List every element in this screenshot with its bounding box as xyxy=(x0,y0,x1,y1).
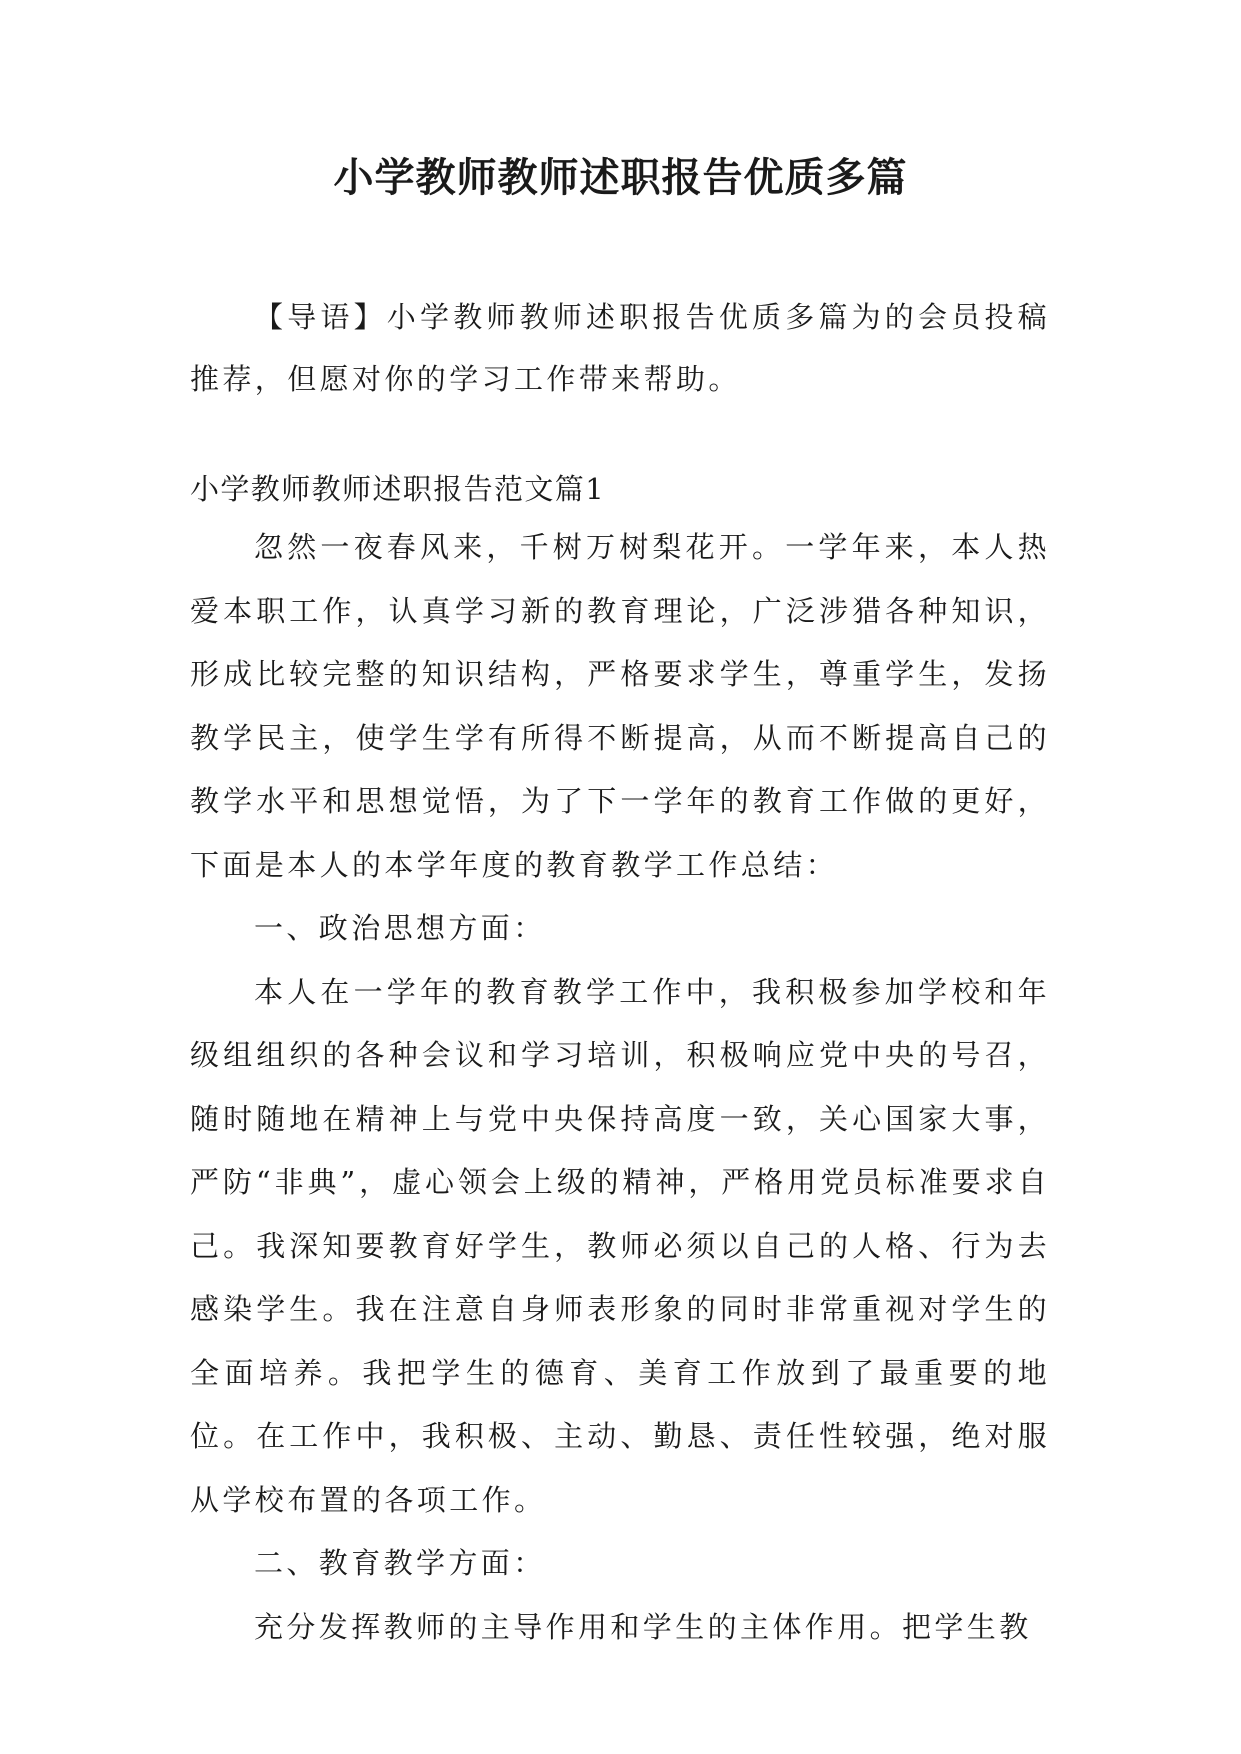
lead-paragraph: 【导语】小学教师教师述职报告优质多篇为的会员投稿推荐，但愿对你的学习工作带来帮助。 xyxy=(190,300,1050,396)
subsection-heading: 一、政治思想方面： xyxy=(254,911,546,945)
section-heading: 小学教师教师述职报告范文篇1 xyxy=(190,472,606,506)
body-paragraph: 充分发挥教师的主导作用和学生的主体作用。把学生教 xyxy=(254,1609,1032,1644)
body-paragraph: 本人在一学年的教育教学工作中，我积极参加学校和年级组组织的各种会议和学习培训，积极响应党中央的号召，随时随地在精神上与党中央保持高度一致，关心国家大事，严防“非典”，虚心领会上级的精神，严格用党员标准要求自己。我深知要教育好学生，教师必须以自己的人格、行为去感染学生。我在注意自身师表形象的同时非常重视对学生的全面培养。我把学生的德育、美育工作放到了最重要的地位。在工作中，我积极、主动、勤恳、责任性较强，绝对服从学校布置的各项工作。 xyxy=(190,974,1050,1517)
document-title: 小学教师教师述职报告优质多篇 xyxy=(333,154,908,201)
subsection-heading: 二、教育教学方面： xyxy=(254,1546,546,1580)
document-body xyxy=(190,516,1050,1659)
body-paragraph: 忽然一夜春风来，千树万树梨花开。一学年来，本人热爱本职工作，认真学习新的教育理论，广泛涉猎各种知识，形成比较完整的知识结构，严格要求学生，尊重学生，发扬教学民主，使学生学有所得不断提高，从而不断提高自己的教学水平和思想觉悟，为了下一学年的教育工作做的更好，下面是本人的本学年度的教育教学工作总结： xyxy=(190,530,1050,882)
